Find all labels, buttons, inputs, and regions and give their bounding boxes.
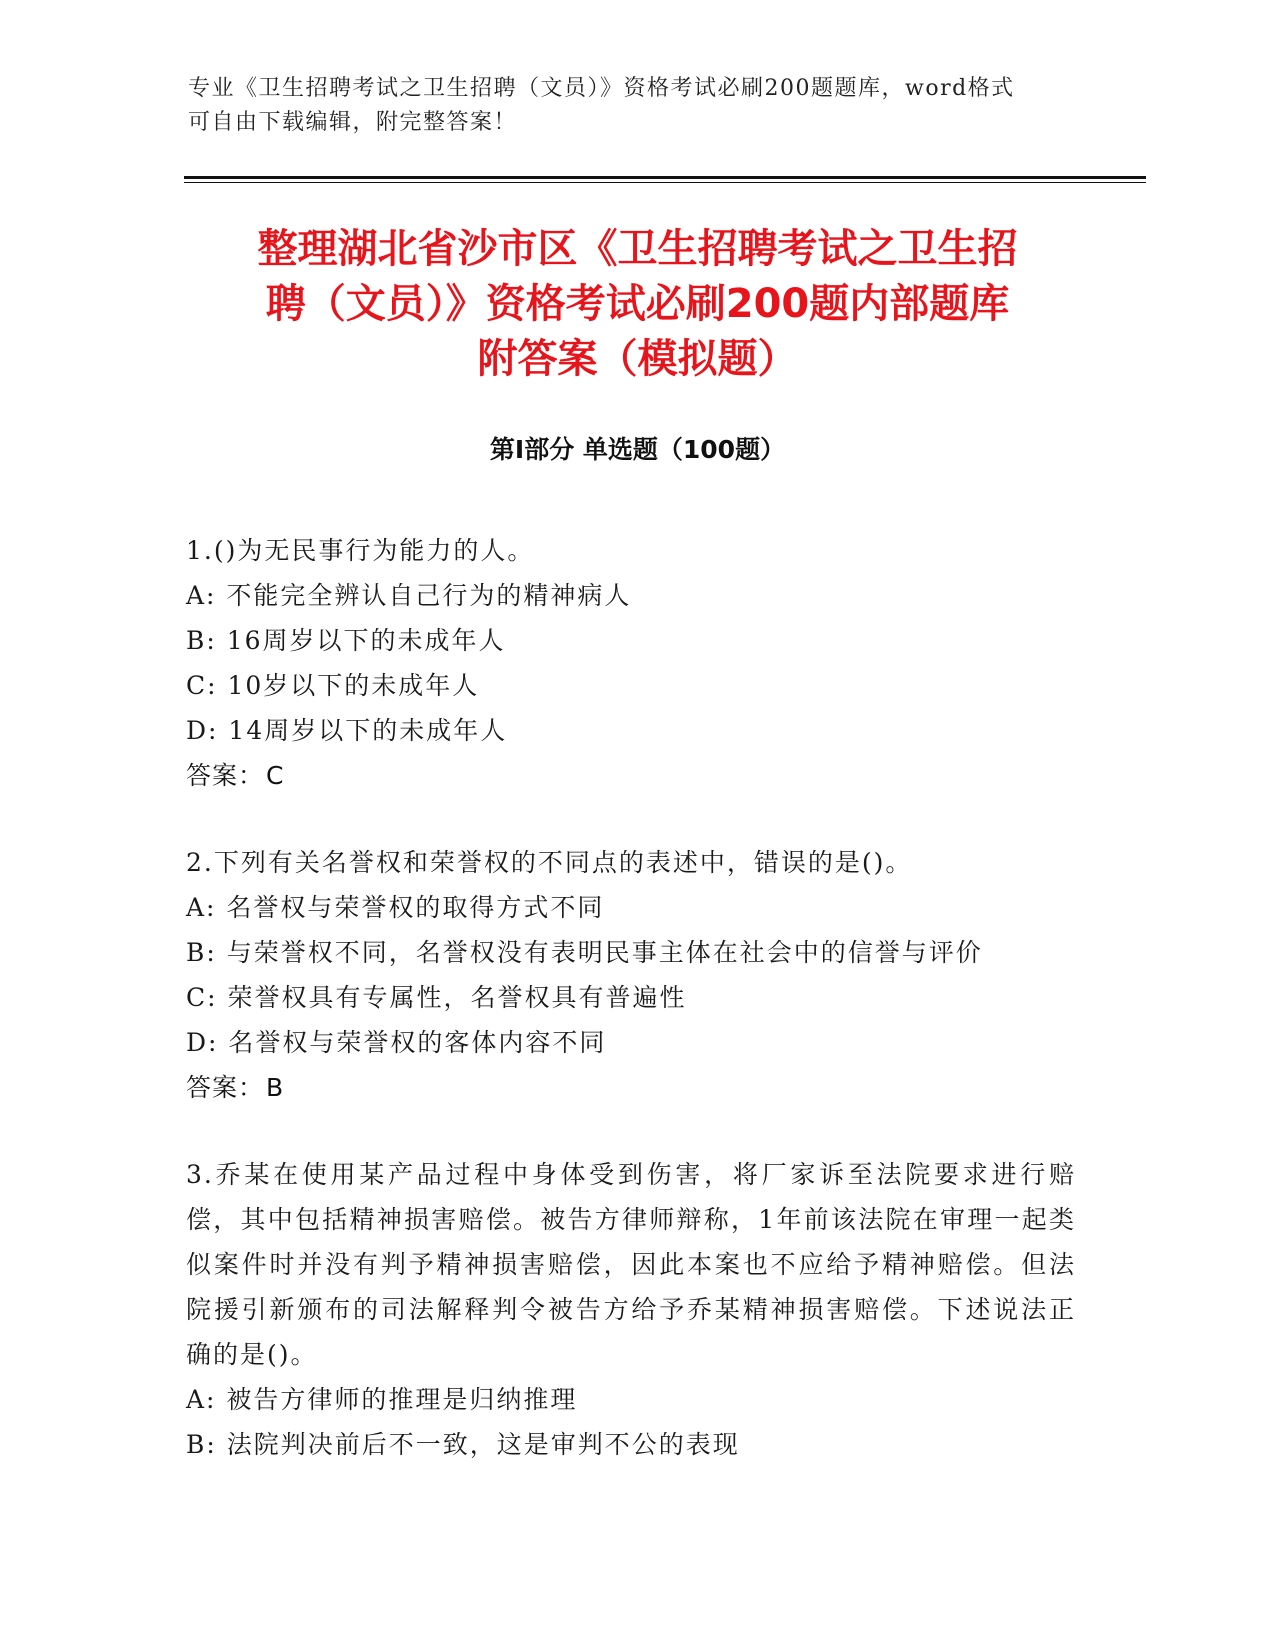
option-b: B: 16周岁以下的未成年人 [186,626,506,655]
question-stem: 3.乔某在使用某产品过程中身体受到伤害，将厂家诉至法院要求进行赔偿，其中包括精神损害赔偿。被告方律师辩称，1年前该法院在审理一起类似案件时并没有判予精神损害赔偿，因此本案也不应给予精神赔偿。但法院援引新颁布的司法解释判令被告方给予乔某精神损害赔偿。下述说法正确的是()。 [186,1160,1076,1369]
option-a: A: 名誉权与荣誉权的取得方式不同 [186,893,605,922]
header-line-1: 专业《卫生招聘考试之卫生招聘（文员）》资格考试必刷200题题库，word格式 [188,76,1015,101]
option-d: D: 名誉权与荣誉权的客体内容不同 [186,1028,607,1057]
question-stem: 1.()为无民事行为能力的人。 [186,536,535,565]
option-c: C: 10岁以下的未成年人 [186,671,480,700]
header-divider-thick [184,176,1146,179]
title-line-2: 聘（文员）》资格考试必刷200题内部题库 [265,281,1010,327]
option-c: C: 荣誉权具有专属性，名誉权具有普遍性 [186,983,687,1012]
answer-line [186,1065,1076,1110]
document-title [150,222,1125,387]
page-header [188,72,1068,140]
header-line-2: 可自由下载编辑，附完整答案！ [188,110,518,135]
option-b: B: 法院判决前后不一致，这是审判不公的表现 [186,1430,740,1459]
question-stem: 2.下列有关名誉权和荣誉权的不同点的表述中，错误的是()。 [186,848,913,877]
answer-line [186,753,1076,798]
answer-label: 答案： [186,761,265,790]
option-b: B: 与荣誉权不同，名誉权没有表明民事主体在社会中的信誉与评价 [186,938,983,967]
answer-label: 答案： [186,1073,265,1102]
option-d: D: 14周岁以下的未成年人 [186,716,508,745]
answer-value: C [266,761,285,790]
title-line-3: 附答案（模拟题） [477,336,798,382]
title-line-1: 整理湖北省沙市区《卫生招聘考试之卫生招 [257,226,1018,272]
question-1 [186,528,1076,798]
section-title: 第I部分 单选题（100题） [489,435,786,464]
question-list [186,528,1076,1509]
question-3 [186,1152,1076,1467]
header-divider-thin [184,182,1146,183]
question-2 [186,840,1076,1110]
option-a: A: 被告方律师的推理是归纳推理 [186,1385,578,1414]
option-a: A: 不能完全辨认自己行为的精神病人 [186,581,632,610]
answer-value: B [266,1073,285,1102]
